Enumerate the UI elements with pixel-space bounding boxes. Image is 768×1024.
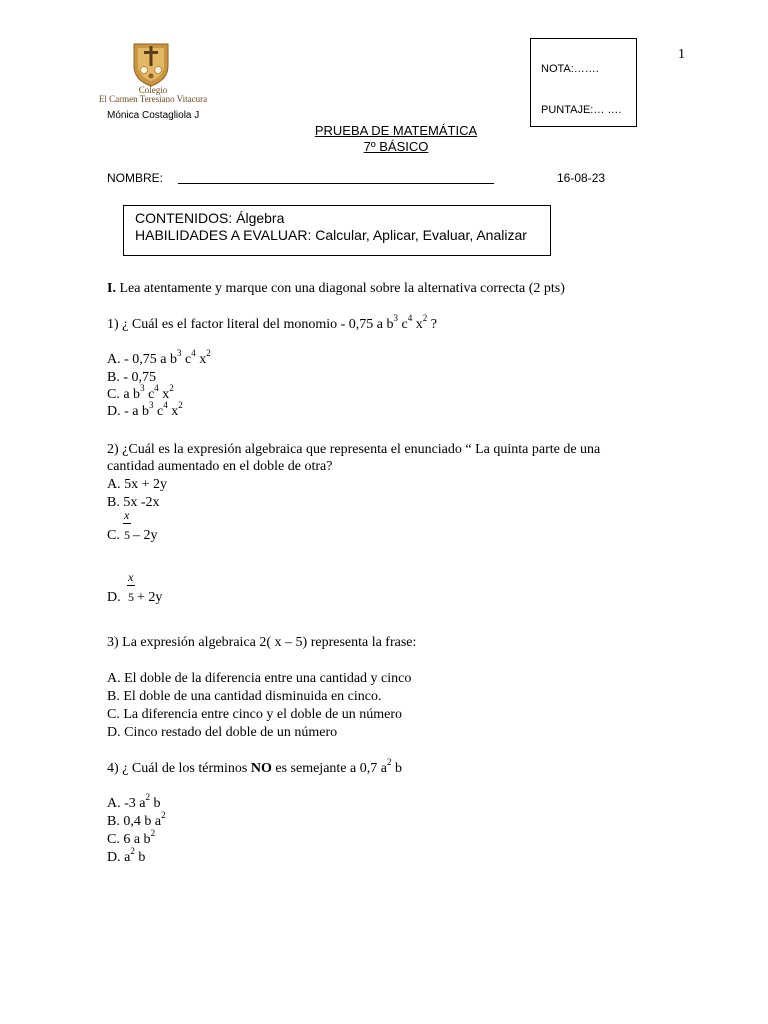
fraction-bar: [123, 523, 131, 524]
question-3-option-c[interactable]: C. La diferencia entre cinco y el doble de un número: [107, 707, 403, 722]
question-2-option-c-label[interactable]: C.: [107, 528, 120, 543]
contents-text: CONTENIDOS: Álgebra: [135, 210, 285, 226]
fraction-denominator: 5: [124, 528, 130, 542]
school-crest-icon: [130, 40, 172, 88]
question-1-stem: 1) ¿ Cuál es el factor literal del monomio - 0,75 a $b^3$ $c^4$ $x^2$ ?: [107, 313, 437, 332]
question-2-stem-line2: cantidad aumentado en el doble de otra?: [107, 459, 333, 474]
question-2-option-d-label[interactable]: D.: [107, 590, 121, 605]
question-2-option-b[interactable]: B. 5x -2x: [107, 495, 160, 510]
school-name: Colegio El Carmen Teresiano Vitacura: [98, 85, 208, 104]
name-label: NOMBRE:: [107, 171, 164, 185]
teacher-name: Mónica Costagliola J: [107, 110, 200, 121]
question-3-option-a[interactable]: A. El doble de la diferencia entre una cantidad y cinco: [107, 671, 412, 686]
question-4-option-b[interactable]: B. 0,4 b $a^2$: [107, 810, 166, 829]
question-4-option-d[interactable]: D. $a^2$ b: [107, 846, 146, 865]
question-4-option-c[interactable]: C. 6 a $b^2$: [107, 828, 156, 847]
page-number: 1: [678, 47, 685, 62]
page-title: PRUEBA DE MATEMÁTICA: [314, 123, 478, 138]
fraction-numerator: x: [128, 570, 134, 584]
fraction-denominator: 5: [128, 590, 134, 604]
question-1-option-a[interactable]: A. - 0,75 a $b^3$ $c^4$ $x^2$: [107, 348, 211, 367]
question-2-option-d-rest: + 2y: [137, 590, 163, 605]
question-2-option-c-rest: – 2y: [133, 528, 158, 543]
question-3-stem: 3) La expresión algebraica 2( x – 5) representa la frase:: [107, 635, 417, 650]
question-4-stem: 4) ¿ Cuál de los términos NO es semejante a 0,7 $a^2$ b: [107, 757, 402, 776]
skills-text: HABILIDADES A EVALUAR: Calcular, Aplicar, Evaluar, Analizar: [135, 227, 527, 243]
question-3-option-b[interactable]: B. El doble de una cantidad disminuida en cinco.: [107, 689, 382, 704]
fraction-bar: [127, 585, 135, 586]
fraction-numerator: x: [124, 508, 130, 522]
question-1-option-d[interactable]: D. - a $b^3$ $c^4$ $x^2$: [107, 400, 183, 419]
question-1-option-b[interactable]: B. - 0,75: [107, 370, 156, 385]
exam-date: 16-08-23: [557, 171, 606, 185]
question-2-stem-line1: 2) ¿Cuál es la expresión algebraica que representa el enunciado “ La quinta parte de una: [107, 442, 601, 457]
grade-field: NOTA:…….: [541, 63, 599, 75]
question-2-option-a[interactable]: A. 5x + 2y: [107, 477, 168, 492]
question-3-option-d[interactable]: D. Cinco restado del doble de un número: [107, 725, 338, 740]
question-4-option-a[interactable]: A. -3 $a^2$ b: [107, 792, 161, 811]
name-line[interactable]: [178, 183, 494, 184]
question-1-option-c[interactable]: C. a $b^3$ $c^4$ $x^2$: [107, 383, 174, 402]
grade-level: 7º BÁSICO: [363, 139, 429, 154]
score-field: PUNTAJE:… ….: [541, 104, 622, 116]
section-instruction: I. Lea atentamente y marque con una diagonal sobre la alternativa correcta (2 pts): [107, 281, 565, 296]
